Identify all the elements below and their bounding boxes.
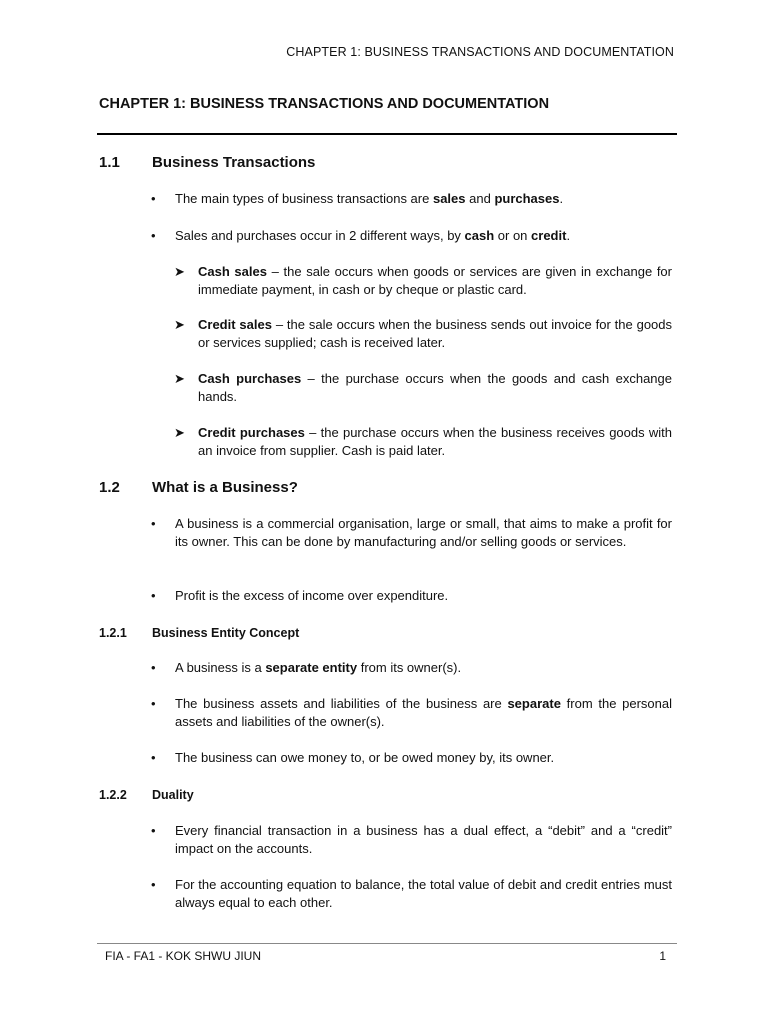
text: and bbox=[465, 191, 495, 206]
section-number: 1.1 bbox=[99, 154, 120, 171]
text: The main types of business transactions are bbox=[175, 191, 433, 206]
bullet-item bbox=[175, 822, 672, 858]
text: – the sale occurs when the business sends out invoice for the goods or services supplied; cash is received later. bbox=[198, 317, 673, 350]
section-title: Business Transactions bbox=[152, 154, 316, 171]
text: from its owner(s). bbox=[357, 660, 462, 675]
bullet-item bbox=[175, 695, 672, 731]
section-heading-1-1 bbox=[99, 154, 315, 172]
keyword: cash bbox=[464, 228, 495, 243]
keyword: credit bbox=[531, 228, 567, 243]
sub-bullet-item bbox=[174, 263, 672, 299]
footer-author: FIA - FA1 - KOK SHWU JIUN bbox=[105, 949, 262, 963]
bullet-item bbox=[175, 749, 672, 767]
title-rule bbox=[97, 133, 677, 135]
subsection-heading-1-2-2 bbox=[99, 786, 194, 804]
text: Every financial transaction in a business has a dual effect, a “debit” and a “credit” impact on the accounts. bbox=[175, 823, 672, 856]
page-number: 1 bbox=[659, 949, 666, 963]
bullet-item bbox=[175, 587, 672, 605]
keyword: Cash purchases bbox=[198, 371, 302, 386]
text: A business is a bbox=[175, 660, 266, 675]
text: Profit is the excess of income over expenditure. bbox=[175, 588, 449, 603]
subsection-number: 1.2.2 bbox=[99, 788, 127, 802]
text: . bbox=[559, 191, 564, 206]
text: A business is a commercial organisation, large or small, that aims to make a profit for its owner. This can be done by manufacturing and/or selling goods or services. bbox=[175, 516, 672, 549]
text: – the purchase occurs when the business receives goods with an invoice from supplier. Cash is paid later. bbox=[198, 425, 672, 458]
chapter-title: CHAPTER 1: BUSINESS TRANSACTIONS AND DOCUMENTATION bbox=[99, 96, 550, 112]
text: Sales and purchases occur in 2 different ways, by bbox=[175, 228, 465, 243]
text: The business assets and liabilities of the business are bbox=[175, 696, 508, 711]
text: from the personal assets and liabilities of the owner(s). bbox=[175, 696, 672, 729]
keyword: separate entity bbox=[265, 660, 358, 675]
keyword: purchases bbox=[494, 191, 560, 206]
section-number: 1.2 bbox=[99, 479, 120, 496]
keyword: sales bbox=[432, 191, 466, 206]
keyword: Credit sales bbox=[198, 317, 272, 332]
keyword: Cash sales bbox=[198, 264, 267, 279]
bullet-item bbox=[175, 515, 672, 551]
sub-bullet-item bbox=[174, 316, 673, 352]
footer-rule bbox=[97, 943, 677, 944]
bullet-item bbox=[175, 227, 672, 245]
subsection-title: Duality bbox=[152, 788, 194, 802]
text: For the accounting equation to balance, the total value of debit and credit entries must always equal to each other. bbox=[175, 877, 672, 910]
sub-bullet-item bbox=[174, 370, 672, 406]
subsection-title: Business Entity Concept bbox=[152, 626, 300, 640]
bullet-item bbox=[175, 876, 672, 912]
arrow-bullet-icon: ➤ bbox=[174, 371, 185, 386]
arrow-bullet-icon: ➤ bbox=[174, 317, 185, 332]
arrow-bullet-icon: ➤ bbox=[174, 425, 185, 440]
keyword: Credit purchases bbox=[198, 425, 305, 440]
running-header: CHAPTER 1: BUSINESS TRANSACTIONS AND DOCUMENTATION bbox=[286, 45, 674, 59]
bullet-item bbox=[175, 659, 672, 677]
text: – the purchase occurs when the goods and cash exchange hands. bbox=[198, 371, 672, 404]
section-heading-1-2 bbox=[99, 479, 298, 497]
sub-bullet-item bbox=[174, 424, 672, 460]
section-title: What is a Business? bbox=[152, 479, 298, 496]
text: – the sale occurs when goods or services are given in exchange for immediate payment, in cash or by cheque or plastic card. bbox=[198, 264, 672, 297]
subsection-heading-1-2-1 bbox=[99, 624, 299, 642]
subsection-number: 1.2.1 bbox=[99, 626, 127, 640]
bullet-item bbox=[175, 190, 672, 208]
text: or on bbox=[494, 228, 532, 243]
text: . bbox=[566, 228, 571, 243]
arrow-bullet-icon: ➤ bbox=[174, 264, 185, 279]
text: The business can owe money to, or be owed money by, its owner. bbox=[175, 750, 555, 765]
keyword: separate bbox=[507, 696, 561, 711]
